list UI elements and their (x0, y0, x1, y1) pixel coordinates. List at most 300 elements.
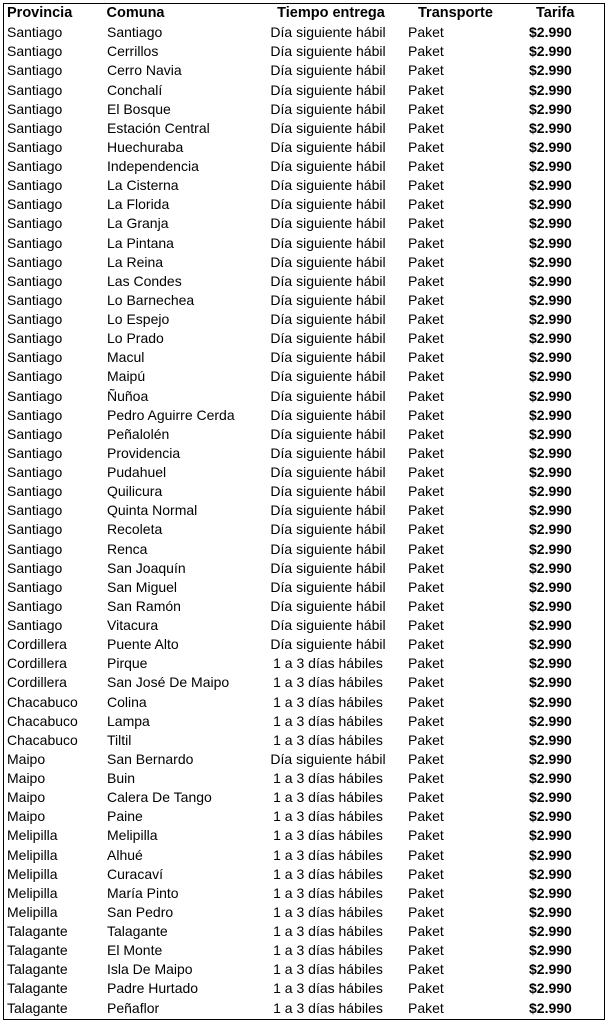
provincia-cell: Talagante (7, 961, 68, 978)
comuna-cell: Cerrillos (107, 43, 159, 60)
tarifa-cell: $2.990 (529, 942, 572, 959)
tiempo-entrega-cell: 1 a 3 días hábiles (273, 712, 383, 729)
provincia-cell: Santiago (7, 368, 63, 385)
table-row (4, 712, 604, 731)
tiempo-entrega-cell: Día siguiente hábil (270, 349, 386, 366)
tarifa-cell: $2.990 (529, 827, 572, 844)
header-row (4, 4, 604, 23)
comuna-cell: La Reina (107, 253, 164, 270)
comuna-cell: Estación Central (107, 119, 210, 136)
table-row (4, 387, 604, 406)
tarifa-cell: $2.990 (529, 483, 572, 500)
tarifa-cell: $2.990 (529, 980, 572, 997)
transporte-cell: Paket (408, 827, 444, 844)
tarifa-cell: $2.990 (529, 961, 572, 978)
provincia-cell: Talagante (7, 999, 68, 1016)
transporte-cell: Paket (408, 196, 444, 213)
comuna-cell: San Joaquín (107, 559, 186, 576)
table-row (4, 195, 604, 214)
provincia-cell: Cordillera (7, 655, 67, 672)
tarifa-cell: $2.990 (529, 234, 572, 251)
provincia-cell: Santiago (7, 215, 63, 232)
tiempo-entrega-cell: 1 a 3 días hábiles (273, 846, 383, 863)
tarifa-cell: $2.990 (529, 770, 572, 786)
transporte-cell: Paket (408, 674, 444, 691)
provincia-cell: Santiago (7, 617, 63, 633)
provincia-cell: Santiago (7, 597, 63, 614)
tarifa-cell: $2.990 (529, 425, 572, 442)
tiempo-entrega-cell: Día siguiente hábil (270, 464, 386, 480)
comuna-cell: Lo Espejo (107, 311, 170, 327)
provincia-cell: Santiago (7, 464, 63, 480)
comuna-cell: Pedro Aguirre Cerda (107, 406, 235, 423)
transporte-cell: Paket (408, 253, 444, 270)
table-row (4, 693, 604, 712)
tarifa-cell: $2.990 (529, 464, 572, 480)
comuna-cell: Las Condes (107, 272, 182, 289)
tiempo-entrega-cell: Día siguiente hábil (270, 521, 386, 538)
provincia-cell: Chacabuco (7, 712, 78, 729)
transporte-cell: Paket (408, 177, 444, 194)
comuna-cell: La Cisterna (107, 177, 179, 194)
transporte-cell: Paket (408, 597, 444, 614)
transporte-cell: Paket (408, 636, 444, 653)
provincia-cell: Chacabuco (7, 731, 78, 748)
transporte-cell: Paket (408, 655, 444, 672)
provincia-cell: Talagante (7, 980, 68, 997)
provincia-cell: Santiago (7, 444, 63, 461)
tiempo-entrega-cell: 1 a 3 días hábiles (273, 884, 383, 901)
tarifa-cell: $2.990 (529, 693, 572, 710)
table-row (4, 329, 604, 348)
tarifa-cell: $2.990 (529, 444, 572, 461)
table-row (4, 673, 604, 692)
table-row (4, 635, 604, 654)
tiempo-entrega-cell: Día siguiente hábil (270, 483, 386, 500)
transporte-cell: Paket (408, 81, 444, 98)
tiempo-entrega-cell: Día siguiente hábil (270, 330, 386, 347)
tarifa-cell: $2.990 (529, 674, 572, 691)
tiempo-entrega-cell: 1 a 3 días hábiles (273, 961, 383, 978)
tiempo-entrega-cell: 1 a 3 días hábiles (273, 827, 383, 844)
tarifa-cell: $2.990 (529, 655, 572, 672)
tiempo-entrega-cell: Día siguiente hábil (270, 617, 386, 633)
comuna-cell: Cerro Navia (107, 62, 182, 79)
tiempo-entrega-cell: 1 a 3 días hábiles (273, 674, 383, 691)
table-row (4, 826, 604, 845)
transporte-cell: Paket (408, 387, 444, 404)
provincia-cell: Santiago (7, 272, 63, 289)
provincia-cell: Santiago (7, 119, 63, 136)
provincia-cell: Santiago (7, 100, 63, 117)
table-row (4, 520, 604, 539)
comuna-cell: Melipilla (107, 827, 158, 844)
transporte-cell: Paket (408, 942, 444, 959)
provincia-cell: Melipilla (7, 903, 58, 920)
comuna-cell: San Miguel (107, 578, 178, 595)
provincia-cell: Maipo (7, 770, 46, 786)
comuna-cell: María Pinto (107, 884, 179, 901)
comuna-cell: Vitacura (107, 617, 159, 633)
tarifa-cell: $2.990 (529, 406, 572, 423)
tiempo-entrega-cell: 1 a 3 días hábiles (273, 980, 383, 997)
comuna-cell: Lo Prado (107, 330, 164, 347)
shipping-rates-table (4, 4, 604, 1018)
tarifa-cell: $2.990 (529, 81, 572, 98)
table-row (4, 807, 604, 826)
tiempo-entrega-cell: Día siguiente hábil (270, 24, 386, 41)
comuna-cell: Ñuñoa (107, 387, 149, 404)
tarifa-cell: $2.990 (529, 903, 572, 920)
table-row (4, 367, 604, 386)
tiempo-entrega-cell: Día siguiente hábil (270, 253, 386, 270)
transporte-cell: Paket (408, 24, 444, 41)
tarifa-cell: $2.990 (529, 368, 572, 385)
comuna-cell: Pirque (107, 655, 148, 672)
transporte-cell: Paket (408, 158, 444, 174)
table-row (4, 616, 604, 635)
tiempo-entrega-cell: 1 a 3 días hábiles (273, 903, 383, 920)
tiempo-entrega-cell: 1 a 3 días hábiles (273, 999, 383, 1016)
table-row (4, 310, 604, 329)
tiempo-entrega-cell: 1 a 3 días hábiles (273, 655, 383, 672)
comuna-cell: Peñalolén (107, 425, 170, 442)
tarifa-cell: $2.990 (529, 177, 572, 194)
tarifa-cell: $2.990 (529, 597, 572, 614)
transporte-cell: Paket (408, 100, 444, 117)
transporte-cell: Paket (408, 425, 444, 442)
provincia-cell: Maipo (7, 750, 46, 767)
comuna-cell: La Granja (107, 215, 169, 232)
transporte-cell: Paket (408, 693, 444, 710)
comuna-cell: Conchalí (107, 81, 163, 98)
provincia-cell: Santiago (7, 406, 63, 423)
provincia-cell: Talagante (7, 942, 68, 959)
comuna-cell: Providencia (107, 444, 181, 461)
provincia-cell: Melipilla (7, 865, 58, 882)
provincia-cell: Maipo (7, 808, 46, 825)
tarifa-cell: $2.990 (529, 215, 572, 232)
tarifa-cell: $2.990 (529, 387, 572, 404)
transporte-cell: Paket (408, 464, 444, 480)
tiempo-entrega-cell: 1 a 3 días hábiles (273, 808, 383, 825)
transporte-cell: Paket (408, 578, 444, 595)
transporte-cell: Paket (408, 138, 444, 155)
comuna-cell: Santiago (107, 24, 163, 41)
tarifa-cell: $2.990 (529, 521, 572, 538)
comuna-cell: Curacaví (107, 865, 164, 882)
tiempo-entrega-cell: Día siguiente hábil (270, 750, 386, 767)
tiempo-entrega-cell: 1 a 3 días hábiles (273, 731, 383, 748)
table-row (4, 769, 604, 788)
provincia-cell: Santiago (7, 311, 63, 327)
transporte-cell: Paket (408, 999, 444, 1016)
table-row (4, 941, 604, 960)
provincia-cell: Melipilla (7, 846, 58, 863)
transporte-cell: Paket (408, 731, 444, 748)
tarifa-cell: $2.990 (529, 291, 572, 308)
transporte-cell: Paket (408, 291, 444, 308)
table-row (4, 444, 604, 463)
tiempo-entrega-cell: Día siguiente hábil (270, 368, 386, 385)
comuna-cell: Puente Alto (107, 636, 179, 653)
header-comuna: Comuna (106, 5, 165, 21)
transporte-cell: Paket (408, 750, 444, 767)
transporte-cell: Paket (408, 406, 444, 423)
tarifa-cell: $2.990 (529, 884, 572, 901)
table-row (4, 884, 604, 903)
provincia-cell: Maipo (7, 789, 46, 806)
transporte-cell: Paket (408, 311, 444, 327)
table-row (4, 463, 604, 482)
comuna-cell: Quinta Normal (107, 502, 198, 519)
tiempo-entrega-cell: Día siguiente hábil (270, 406, 386, 423)
table-row (4, 176, 604, 195)
table-row (4, 578, 604, 597)
transporte-cell: Paket (408, 119, 444, 136)
provincia-cell: Chacabuco (7, 693, 78, 710)
tarifa-cell: $2.990 (529, 253, 572, 270)
header-tarifa: Tarifa (536, 5, 575, 21)
table-row (4, 272, 604, 291)
provincia-cell: Santiago (7, 62, 63, 79)
header-provincia: Provincia (7, 5, 73, 21)
tarifa-cell: $2.990 (529, 272, 572, 289)
provincia-cell: Santiago (7, 138, 63, 155)
comuna-cell: San Ramón (107, 597, 181, 614)
provincia-cell: Santiago (7, 24, 63, 41)
table-row (4, 406, 604, 425)
table-row (4, 903, 604, 922)
provincia-cell: Santiago (7, 234, 63, 251)
comuna-cell: Lo Barnechea (107, 291, 195, 308)
tarifa-cell: $2.990 (529, 311, 572, 327)
provincia-cell: Talagante (7, 923, 68, 939)
transporte-cell: Paket (408, 961, 444, 978)
tiempo-entrega-cell: Día siguiente hábil (270, 540, 386, 557)
tarifa-cell: $2.990 (529, 330, 572, 347)
comuna-cell: Quilicura (107, 483, 163, 500)
comuna-cell: San Bernardo (107, 750, 194, 767)
table-row (4, 253, 604, 272)
table-header (4, 4, 604, 23)
table-row (4, 157, 604, 176)
transporte-cell: Paket (408, 483, 444, 500)
tarifa-cell: $2.990 (529, 750, 572, 767)
provincia-cell: Santiago (7, 253, 63, 270)
tiempo-entrega-cell: Día siguiente hábil (270, 43, 386, 60)
comuna-cell: Macul (107, 349, 145, 366)
comuna-cell: Isla De Maipo (107, 961, 193, 978)
tarifa-cell: $2.990 (529, 196, 572, 213)
comuna-cell: Maipú (107, 368, 146, 385)
transporte-cell: Paket (408, 62, 444, 79)
header-tiempo-entrega: Tiempo entrega (277, 5, 385, 21)
tiempo-entrega-cell: Día siguiente hábil (270, 291, 386, 308)
table-row (4, 482, 604, 501)
tiempo-entrega-cell: 1 a 3 días hábiles (273, 865, 383, 882)
transporte-cell: Paket (408, 617, 444, 633)
transporte-cell: Paket (408, 712, 444, 729)
transporte-cell: Paket (408, 540, 444, 557)
comuna-cell: El Monte (107, 942, 163, 959)
table-row (4, 559, 604, 578)
tarifa-cell: $2.990 (529, 502, 572, 519)
tiempo-entrega-cell: Día siguiente hábil (270, 62, 386, 79)
comuna-cell: Paine (107, 808, 143, 825)
tiempo-entrega-cell: Día siguiente hábil (270, 502, 386, 519)
tarifa-cell: $2.990 (529, 731, 572, 748)
transporte-cell: Paket (408, 770, 444, 786)
transporte-cell: Paket (408, 43, 444, 60)
table-row (4, 425, 604, 444)
tarifa-cell: $2.990 (529, 923, 572, 939)
provincia-cell: Santiago (7, 43, 63, 60)
provincia-cell: Santiago (7, 158, 63, 174)
tiempo-entrega-cell: 1 a 3 días hábiles (273, 770, 383, 786)
table-row (4, 138, 604, 157)
tarifa-cell: $2.990 (529, 578, 572, 595)
table-row (4, 922, 604, 941)
table-row (4, 999, 604, 1018)
tiempo-entrega-cell: Día siguiente hábil (270, 81, 386, 98)
table-row (4, 750, 604, 769)
transporte-cell: Paket (408, 215, 444, 232)
tiempo-entrega-cell: Día siguiente hábil (270, 311, 386, 327)
tiempo-entrega-cell: Día siguiente hábil (270, 196, 386, 213)
transporte-cell: Paket (408, 502, 444, 519)
tarifa-cell: $2.990 (529, 62, 572, 79)
provincia-cell: Santiago (7, 291, 63, 308)
tarifa-cell: $2.990 (529, 789, 572, 806)
tiempo-entrega-cell: Día siguiente hábil (270, 636, 386, 653)
tarifa-cell: $2.990 (529, 349, 572, 366)
provincia-cell: Santiago (7, 196, 63, 213)
tiempo-entrega-cell: Día siguiente hábil (270, 100, 386, 117)
table-row (4, 501, 604, 520)
comuna-cell: Calera De Tango (107, 789, 212, 806)
transporte-cell: Paket (408, 234, 444, 251)
table-row (4, 100, 604, 119)
transporte-cell: Paket (408, 444, 444, 461)
comuna-cell: Alhué (107, 846, 143, 863)
comuna-cell: El Bosque (107, 100, 171, 117)
table-row (4, 865, 604, 884)
comuna-cell: La Pintana (107, 234, 174, 251)
provincia-cell: Santiago (7, 578, 63, 595)
comuna-cell: Padre Hurtado (107, 980, 199, 997)
tarifa-cell: $2.990 (529, 43, 572, 60)
table-row (4, 61, 604, 80)
provincia-cell: Santiago (7, 177, 63, 194)
table-row (4, 597, 604, 616)
tiempo-entrega-cell: Día siguiente hábil (270, 119, 386, 136)
provincia-cell: Melipilla (7, 827, 58, 844)
comuna-cell: Tiltil (107, 731, 132, 748)
table-row (4, 960, 604, 979)
tarifa-cell: $2.990 (529, 100, 572, 117)
header-transporte: Transporte (418, 5, 493, 21)
transporte-cell: Paket (408, 980, 444, 997)
provincia-cell: Santiago (7, 81, 63, 98)
comuna-cell: La Florida (107, 196, 170, 213)
transporte-cell: Paket (408, 330, 444, 347)
tiempo-entrega-cell: Día siguiente hábil (270, 578, 386, 595)
table-row (4, 540, 604, 559)
comuna-cell: Recoleta (107, 521, 163, 538)
tiempo-entrega-cell: Día siguiente hábil (270, 387, 386, 404)
table-row (4, 81, 604, 100)
transporte-cell: Paket (408, 349, 444, 366)
transporte-cell: Paket (408, 846, 444, 863)
tiempo-entrega-cell: Día siguiente hábil (270, 234, 386, 251)
tarifa-cell: $2.990 (529, 138, 572, 155)
table-row (4, 654, 604, 673)
tiempo-entrega-cell: Día siguiente hábil (270, 444, 386, 461)
table-body (4, 23, 604, 1018)
tiempo-entrega-cell: Día siguiente hábil (270, 177, 386, 194)
tarifa-cell: $2.990 (529, 559, 572, 576)
transporte-cell: Paket (408, 923, 444, 939)
provincia-cell: Santiago (7, 521, 63, 538)
tarifa-cell: $2.990 (529, 24, 572, 41)
tarifa-cell: $2.990 (529, 712, 572, 729)
transporte-cell: Paket (408, 559, 444, 576)
tiempo-entrega-cell: 1 a 3 días hábiles (273, 923, 383, 939)
provincia-cell: Santiago (7, 483, 63, 500)
transporte-cell: Paket (408, 865, 444, 882)
provincia-cell: Santiago (7, 330, 63, 347)
tiempo-entrega-cell: Día siguiente hábil (270, 158, 386, 174)
comuna-cell: Huechuraba (107, 138, 184, 155)
comuna-cell: Independencia (107, 158, 199, 174)
comuna-cell: Buin (107, 770, 136, 786)
tarifa-cell: $2.990 (529, 846, 572, 863)
table-row (4, 234, 604, 253)
table-row (4, 214, 604, 233)
tiempo-entrega-cell: Día siguiente hábil (270, 559, 386, 576)
tiempo-entrega-cell: 1 a 3 días hábiles (273, 789, 383, 806)
tarifa-cell: $2.990 (529, 617, 572, 633)
comuna-cell: Colina (107, 693, 147, 710)
comuna-cell: Talagante (107, 923, 168, 939)
table-row (4, 23, 604, 42)
table-row (4, 119, 604, 138)
provincia-cell: Melipilla (7, 884, 58, 901)
tiempo-entrega-cell: Día siguiente hábil (270, 138, 386, 155)
tarifa-cell: $2.990 (529, 865, 572, 882)
transporte-cell: Paket (408, 521, 444, 538)
transporte-cell: Paket (408, 903, 444, 920)
transporte-cell: Paket (408, 884, 444, 901)
tiempo-entrega-cell: 1 a 3 días hábiles (273, 942, 383, 959)
provincia-cell: Santiago (7, 387, 63, 404)
provincia-cell: Santiago (7, 502, 63, 519)
comuna-cell: San José De Maipo (107, 674, 230, 691)
tarifa-cell: $2.990 (529, 540, 572, 557)
provincia-cell: Cordillera (7, 636, 67, 653)
tiempo-entrega-cell: Día siguiente hábil (270, 215, 386, 232)
table-row (4, 348, 604, 367)
provincia-cell: Santiago (7, 540, 63, 557)
tiempo-entrega-cell: Día siguiente hábil (270, 425, 386, 442)
tiempo-entrega-cell: 1 a 3 días hábiles (273, 693, 383, 710)
transporte-cell: Paket (408, 789, 444, 806)
tarifa-cell: $2.990 (529, 636, 572, 653)
comuna-cell: San Pedro (107, 903, 174, 920)
transporte-cell: Paket (408, 368, 444, 385)
tiempo-entrega-cell: Día siguiente hábil (270, 597, 386, 614)
